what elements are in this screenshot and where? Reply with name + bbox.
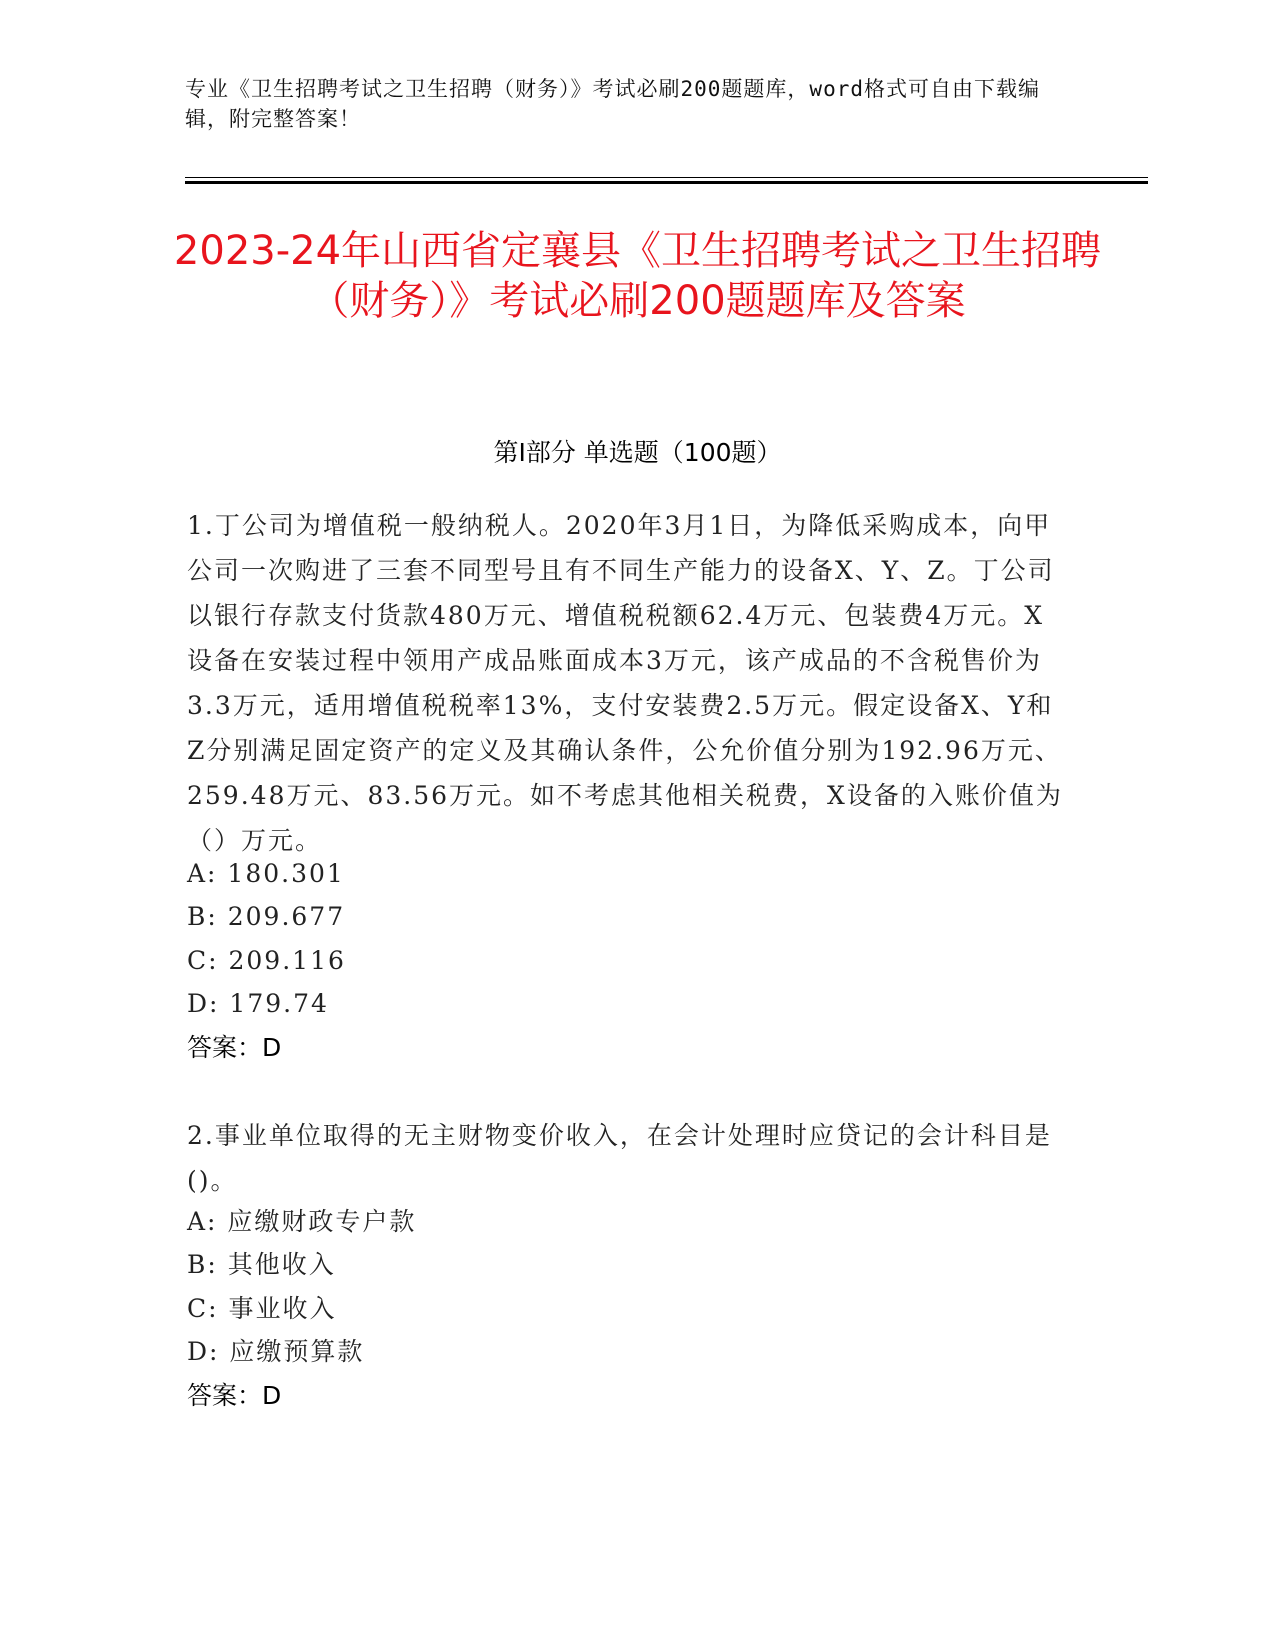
header-intro-text: 专业《卫生招聘考试之卫生招聘（财务）》考试必刷200题题库，word格式可自由下载编辑，附完整答案！ [185,77,1040,131]
question-2-option-c: C: 事业收入 [187,1294,337,1323]
question-2-option-d: D: 应缴预算款 [187,1337,365,1366]
header-divider-thin [185,177,1148,178]
question-2-option-a: A: 应缴财政专户款 [187,1207,417,1236]
question-1-option-a: A: 180.301 [187,859,345,888]
question-1-option-b: B: 209.677 [187,902,346,931]
question-2-answer: 答案：D [187,1381,282,1410]
question-1-option-c: C: 209.116 [187,946,346,975]
header-divider-thick [185,181,1148,184]
question-1-answer: 答案：D [187,1033,282,1062]
section-title: 第I部分 单选题（100题） [493,438,782,467]
question-2-stem: 2.事业单位取得的无主财物变价收入，在会计处理时应贷记的会计科目是()。 [187,1121,1052,1195]
question-1-option-d: D: 179.74 [187,989,329,1018]
question-2-option-b: B: 其他收入 [187,1250,336,1279]
question-1-stem: 1.丁公司为增值税一般纳税人。2020年3月1日，为降低采购成本，向甲公司一次购进了三套不同型号且有不同生产能力的设备X、Y、Z。丁公司以银行存款支付货款480万元、增值税税额62.4万元、包装费4万元。X设备在安装过程中领用产成品账面成本3万元，该产成品的不含税售价为3.3万元，适用增值税税率13%，支付安装费2.5万元。假定设备X、Y和Z分别满足固定资产的定义及其确认条件，公允价值分别为192.96万元、259.48万元、83.56万元。如不考虑其他相关税费，X设备的入账价值为（）万元。 [187,511,1063,855]
document-title: 2023-24年山西省定襄县《卫生招聘考试之卫生招聘（财务）》考试必刷200题题库及答案 [173,228,1102,324]
